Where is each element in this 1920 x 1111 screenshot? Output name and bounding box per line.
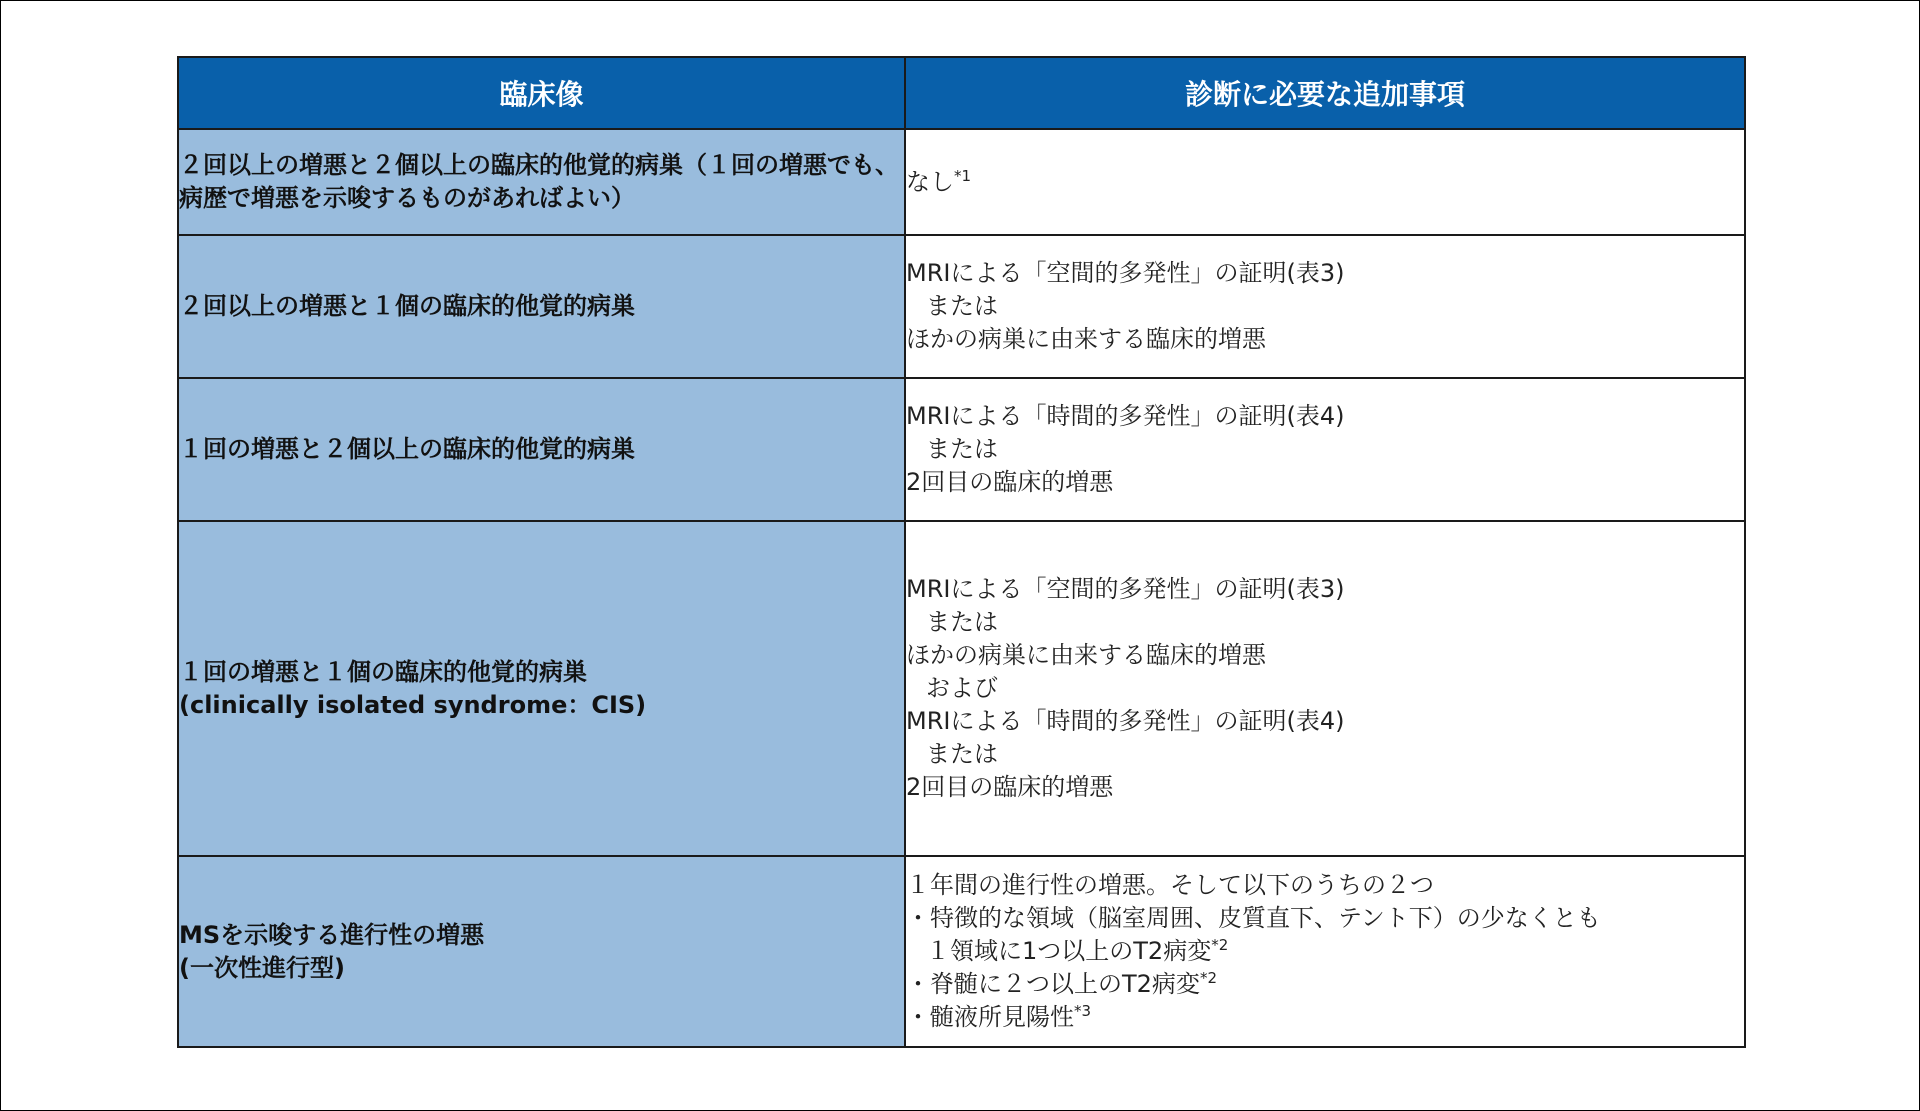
footnote-marker: *2 — [1211, 936, 1229, 954]
table-row — [178, 856, 1745, 1047]
requirements-cell — [905, 378, 1745, 521]
requirements-cell — [905, 856, 1745, 1047]
ms-diagnostic-criteria-table — [177, 56, 1746, 1048]
footnote-marker: *1 — [954, 166, 972, 185]
clinical-text: １回の増悪と１個の臨床的他覚的病巣 — [179, 657, 587, 686]
clinical-text: １回の増悪と２個以上の臨床的他覚的病巣 — [179, 435, 635, 463]
footnote-marker: *2 — [1199, 969, 1217, 987]
requirement-line: ほかの病巣に由来する臨床的増悪 — [906, 325, 1266, 353]
header-row — [178, 57, 1745, 129]
requirement-line: １年間の進行性の増悪。そして以下のうちの２つ — [906, 871, 1434, 899]
footnote-marker: *3 — [1074, 1002, 1092, 1020]
requirement-connector: および — [926, 674, 998, 702]
clinical-text: ２回以上の増悪と２個以上の臨床的他覚的病巣（１回の増悪でも、病歴で増悪を示唆するものがあればよい） — [179, 151, 899, 212]
table-row — [178, 129, 1745, 235]
requirement-line: MRIによる「空間的多発性」の証明(表3) — [906, 259, 1345, 287]
requirement-line: 2回目の臨床的増悪 — [906, 773, 1114, 801]
clinical-text: MSを示唆する進行性の増悪 — [179, 920, 485, 949]
header-clinical-picture: 臨床像 — [178, 57, 905, 129]
requirement-bullet: ・脊髄に２つ以上のT2病変$^{*2}$ — [906, 969, 1217, 998]
requirement-line: なし$^{*1}$ — [906, 166, 972, 196]
requirement-connector: または — [926, 435, 998, 463]
clinical-cell — [178, 856, 905, 1047]
requirements-cell — [905, 129, 1745, 235]
table-row — [178, 521, 1745, 856]
clinical-cell — [178, 521, 905, 856]
requirement-connector: または — [926, 740, 998, 768]
requirement-line: MRIによる「時間的多発性」の証明(表4) — [906, 707, 1345, 735]
requirements-cell — [905, 521, 1745, 856]
clinical-cell — [178, 235, 905, 378]
requirement-bullet-continued: １領域に1つ以上のT2病変$^{*2}$ — [926, 936, 1229, 965]
clinical-cell — [178, 378, 905, 521]
requirement-line: ほかの病巣に由来する臨床的増悪 — [906, 641, 1266, 669]
table-row — [178, 235, 1745, 378]
requirement-line: MRIによる「時間的多発性」の証明(表4) — [906, 402, 1345, 430]
requirement-bullet: ・特徴的な領域（脳室周囲、皮質直下、テント下）の少なくとも — [906, 904, 1601, 932]
requirement-connector: または — [926, 292, 998, 320]
requirement-line: MRIによる「空間的多発性」の証明(表3) — [906, 575, 1345, 603]
clinical-text: ２回以上の増悪と１個の臨床的他覚的病巣 — [179, 292, 635, 320]
requirement-connector: または — [926, 608, 998, 636]
requirement-line: 2回目の臨床的増悪 — [906, 468, 1114, 496]
requirements-cell — [905, 235, 1745, 378]
clinical-subtext: (clinically isolated syndrome：CIS) — [179, 690, 647, 719]
table-row — [178, 378, 1745, 521]
clinical-subtext: (一次性進行型) — [179, 953, 345, 982]
header-additional-requirements: 診断に必要な追加事項 — [905, 57, 1745, 129]
requirement-bullet: ・髄液所見陽性$^{*3}$ — [906, 1002, 1092, 1031]
clinical-cell — [178, 129, 905, 235]
